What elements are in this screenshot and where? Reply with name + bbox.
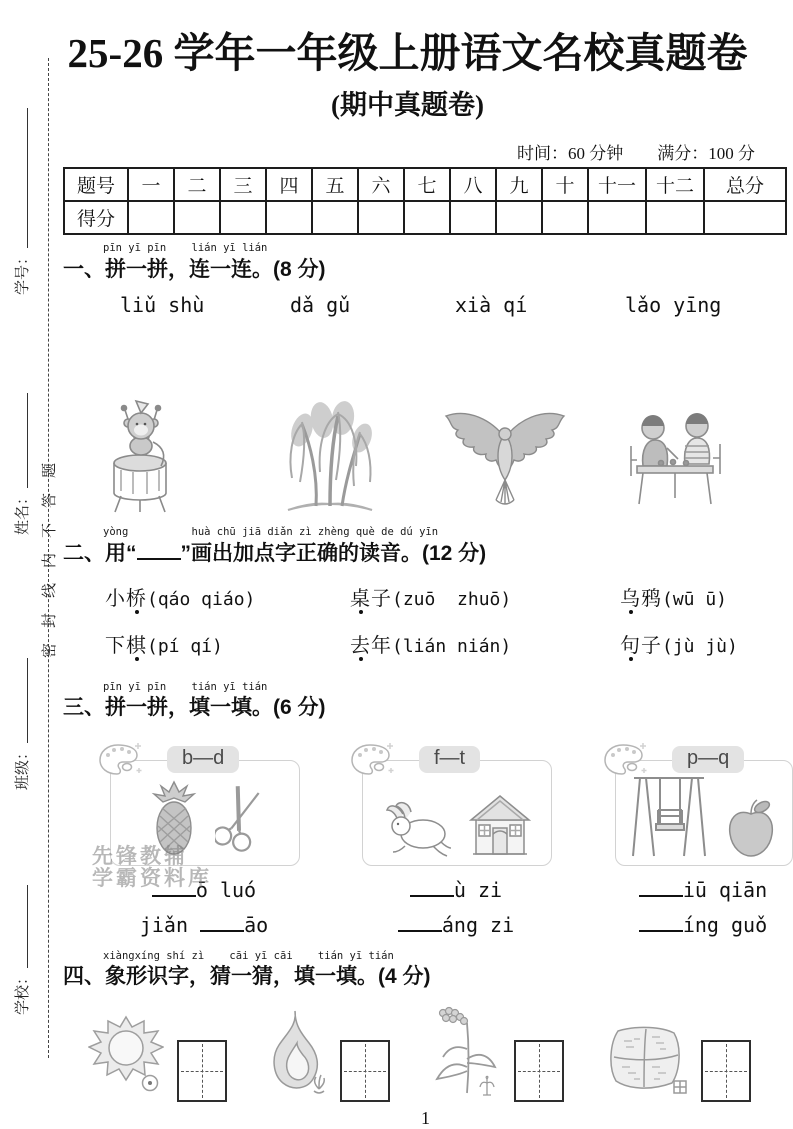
pinyin-options: (wū ū) — [662, 588, 728, 610]
pictograph-item — [604, 1023, 751, 1102]
page-number: 1 — [421, 1107, 430, 1128]
section-2-pinyin: yòng huà chū jiā diǎn zì zhèng què de dú yīn — [103, 526, 439, 539]
dotted-word-item — [105, 629, 223, 658]
eagle-illustration — [438, 404, 573, 519]
scissors-illustration — [215, 784, 261, 863]
section-3-pinyin: pīn yī pīn tián yī tián — [103, 680, 268, 693]
watermark — [92, 846, 212, 890]
exam-paper — [58, 0, 793, 1129]
dotted-word-item — [350, 629, 511, 658]
section-2-title: 二、用“ ”画出加点字正确的读音。(12 分) — [63, 541, 487, 565]
fill-in-blank — [137, 544, 181, 560]
fill-in-line1: ō luó — [110, 878, 298, 902]
palette-icon — [97, 739, 143, 784]
word-characters: 下棋 — [105, 634, 147, 657]
pinyin-options: (lián nián) — [392, 635, 512, 657]
fill-in-line1: ù zi — [362, 878, 550, 902]
fire-illustration — [267, 1009, 327, 1102]
score-table-column-header: 二 — [174, 168, 220, 201]
apple-illustration — [724, 798, 778, 863]
palette-icon — [349, 739, 395, 784]
score-cell-empty — [704, 201, 786, 234]
fill-in-line2: áng zi — [362, 913, 550, 937]
score-table-column-header: 题号 — [64, 168, 128, 201]
accent-dot — [629, 610, 633, 614]
score-table-column-header: 三 — [220, 168, 266, 201]
rabbit-illustration — [383, 800, 453, 863]
seal-field-2 — [10, 658, 32, 790]
section-3-title: 三、拼一拼，填一填。(6 分) — [63, 696, 326, 720]
section-1 — [63, 243, 793, 519]
score-table-column-header: 十二 — [646, 168, 704, 201]
score-table-column-header: 八 — [450, 168, 496, 201]
pinyin-options: (pí qí) — [147, 635, 223, 657]
score-table-column-header: 一 — [128, 168, 174, 201]
section-1-title: 一、拼一拼，连一连。(8 分) — [63, 257, 326, 281]
dotted-word-item — [350, 582, 511, 611]
section-1-pinyin: pīn yī pīn lián yī lián — [103, 242, 268, 255]
score-cell-empty — [358, 201, 404, 234]
time-score-meta: 时间：60 分钟 满分：100 分 — [517, 144, 755, 164]
word-characters: 小桥 — [105, 587, 147, 610]
accent-dot — [359, 610, 363, 614]
section-2 — [63, 527, 793, 674]
willow-tree-illustration — [280, 394, 380, 519]
accent-dot — [359, 657, 363, 661]
house-illustration — [469, 792, 531, 863]
pictograph-item — [88, 1013, 227, 1102]
score-cell-empty — [542, 201, 588, 234]
field-illustration — [604, 1023, 688, 1102]
score-table-column-header: 十 — [542, 168, 588, 201]
seal-field-blank-line — [15, 658, 28, 743]
dotted-word-item — [620, 582, 727, 611]
score-row-label: 得分 — [64, 201, 128, 234]
score-cell-empty — [646, 201, 704, 234]
fill-in-line1: iū qiān — [615, 878, 791, 902]
pinyin-options: (jù jù) — [662, 635, 738, 657]
score-table-column-header: 五 — [312, 168, 358, 201]
pinyin-word: lǎo yīng — [625, 293, 722, 318]
word-characters: 去年 — [350, 634, 392, 657]
pinyin-word: liǔ shù — [120, 293, 205, 318]
pinyin-word: dǎ gǔ — [290, 293, 351, 318]
score-cell-empty — [496, 201, 542, 234]
score-cell-empty — [220, 201, 266, 234]
score-cell-empty — [588, 201, 646, 234]
seal-field-1 — [10, 393, 32, 535]
fill-in-line2: íng guǒ — [615, 913, 791, 937]
score-cell-empty — [174, 201, 220, 234]
character-writing-grid — [177, 1040, 227, 1102]
pinyin-word: xià qí — [455, 293, 528, 318]
accent-dot — [135, 657, 139, 661]
pictograph-item — [267, 1009, 390, 1102]
score-table-column-header: 九 — [496, 168, 542, 201]
seal-line-text: 密 封 线 内 不 答 题 — [41, 462, 58, 658]
score-cell-empty — [266, 201, 312, 234]
page-subtitle: (期中真题卷) — [331, 90, 484, 121]
pinyin-options: (qáo qiáo) — [147, 588, 256, 610]
pinyin-box-2 — [615, 746, 793, 866]
character-writing-grid — [340, 1040, 390, 1102]
letter-pair-chip: f—t — [419, 746, 480, 773]
pinyin-box-1 — [362, 746, 552, 866]
seal-field-label: 班级： — [14, 744, 31, 790]
palette-icon — [602, 739, 648, 784]
watermark-line-2: 学霸资料库 — [92, 867, 212, 891]
score-table-column-header: 六 — [358, 168, 404, 201]
rice-plant-illustration — [431, 1005, 501, 1102]
score-table-column-header: 总分 — [704, 168, 786, 201]
section-3-blank-line-2 — [63, 913, 793, 943]
score-cell-empty — [404, 201, 450, 234]
word-characters: 桌子 — [350, 587, 392, 610]
score-cell-empty — [312, 201, 358, 234]
pinyin-options: (zuō zhuō) — [392, 588, 512, 610]
fill-in-blank — [200, 916, 244, 932]
section-4-pinyin: xiàngxíng shí zì cāi yī cāi tián yī tián — [103, 949, 394, 962]
section-3 — [63, 682, 793, 943]
section-4-items — [88, 1005, 751, 1102]
score-table-column-header: 七 — [404, 168, 450, 201]
sun-illustration — [88, 1013, 164, 1102]
seal-margin — [0, 0, 58, 1122]
dotted-word-item — [105, 582, 255, 611]
section-1-images — [63, 397, 793, 519]
letter-pair-chip: b—d — [167, 746, 239, 773]
seal-field-label: 学号： — [14, 249, 31, 295]
letter-pair-chip: p—q — [672, 746, 744, 773]
accent-dot — [629, 657, 633, 661]
fill-in-blank — [398, 916, 442, 932]
page-title: 25-26 学年一年级上册语文名校真题卷 — [67, 30, 748, 76]
fill-in-blank — [410, 881, 454, 897]
score-table — [63, 167, 787, 235]
score-cell-empty — [128, 201, 174, 234]
character-writing-grid — [701, 1040, 751, 1102]
fill-in-blank — [639, 881, 683, 897]
section-4-title: 四、象形识字，猜一猜，填一填。(4 分) — [63, 965, 431, 989]
dotted-word-item — [620, 629, 738, 658]
watermark-line-1: 先锋教辅 — [92, 845, 188, 868]
pictograph-item — [431, 1005, 564, 1102]
seal-field-blank-line — [15, 108, 28, 248]
score-table-column-header: 十一 — [588, 168, 646, 201]
word-characters: 句子 — [620, 634, 662, 657]
character-writing-grid — [514, 1040, 564, 1102]
seal-field-label: 学校： — [14, 969, 31, 1015]
fill-in-line2: jiǎn āo — [139, 912, 269, 937]
score-table-column-header: 四 — [266, 168, 312, 201]
word-characters: 乌鸦 — [620, 587, 662, 610]
score-table-score-row — [64, 201, 786, 234]
seal-field-0 — [10, 108, 32, 295]
children-chess-illustration — [623, 402, 728, 519]
section-2-word-grid — [63, 582, 793, 674]
accent-dot — [135, 610, 139, 614]
fill-in-blank — [639, 916, 683, 932]
section-4 — [63, 951, 793, 1102]
section-1-pinyin-words — [63, 293, 793, 321]
score-table-header-row — [64, 168, 786, 201]
score-cell-empty — [450, 201, 496, 234]
seal-field-blank-line — [15, 885, 28, 968]
monkey-drum-illustration — [95, 396, 190, 519]
seal-field-blank-line — [15, 393, 28, 488]
seal-field-3 — [10, 885, 32, 1015]
seal-field-label: 姓名： — [14, 489, 31, 535]
